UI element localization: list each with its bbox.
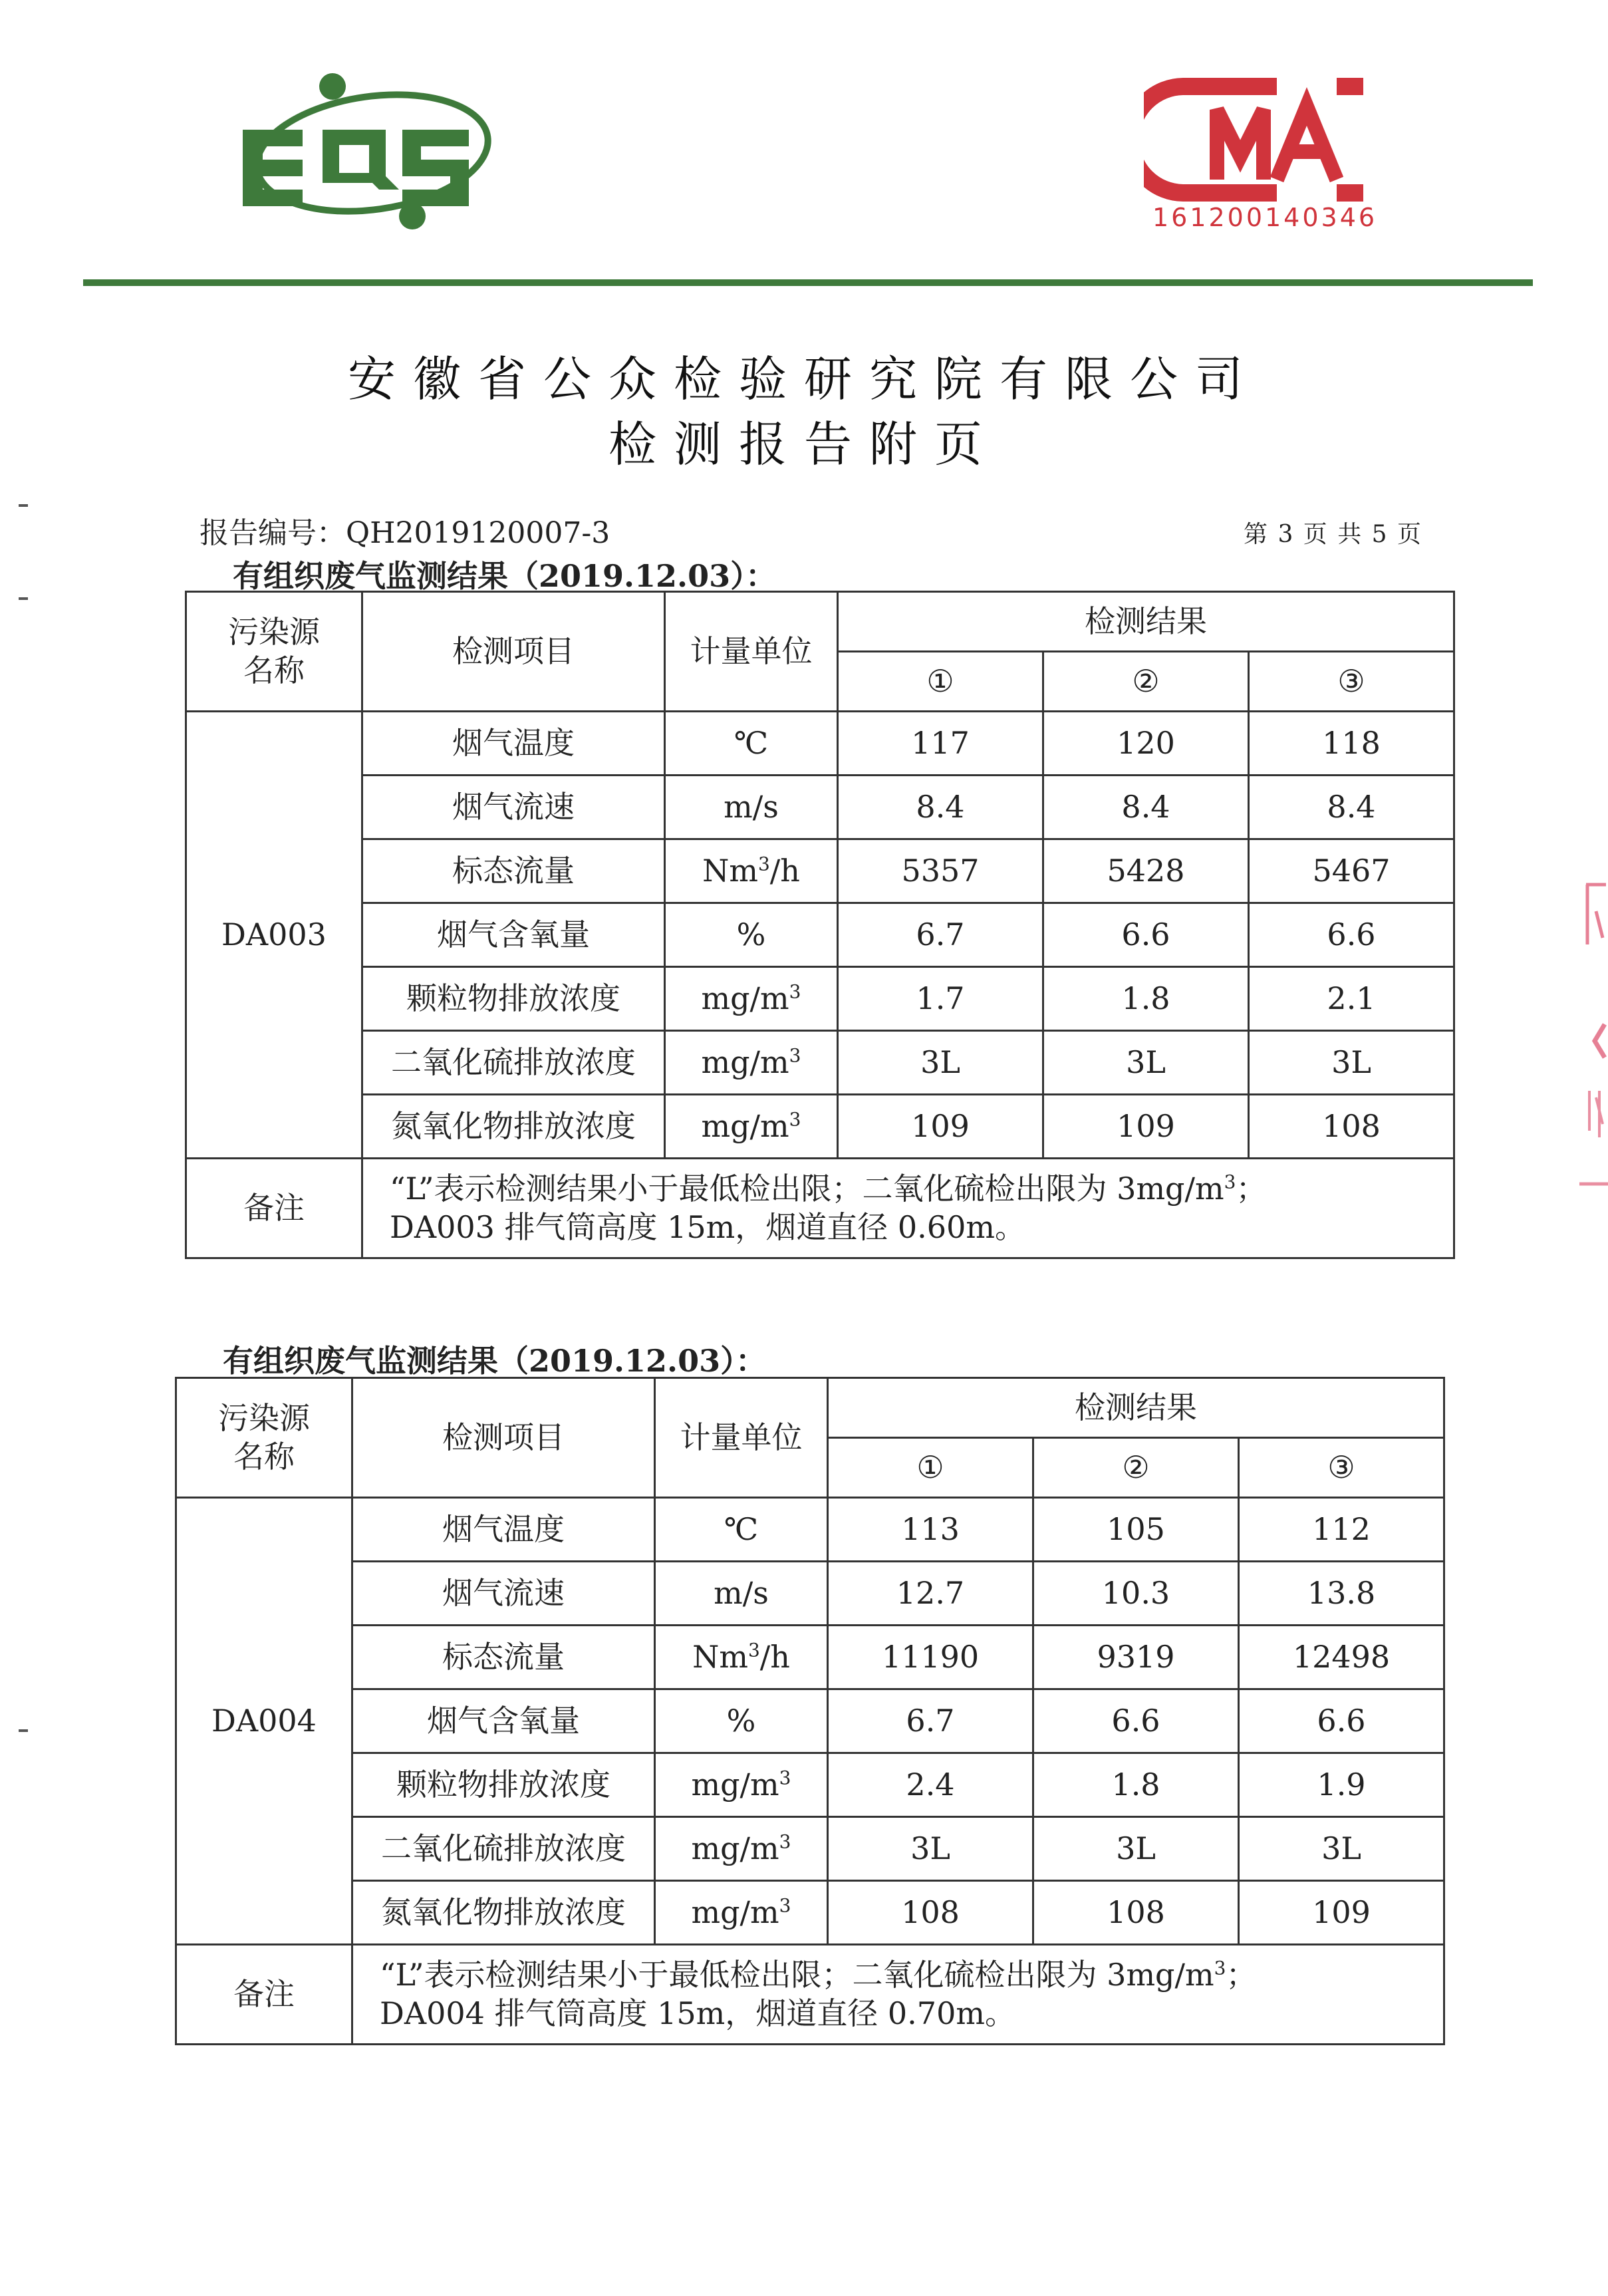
value-run-1: 117 bbox=[838, 712, 1043, 776]
report-number-label: 报告编号： bbox=[200, 516, 346, 550]
table-row bbox=[186, 967, 1454, 1031]
results-table bbox=[185, 591, 1455, 1259]
unit-superscript: 3 bbox=[779, 1767, 791, 1789]
section-title: 有组织废气监测结果（2019.12.03）： bbox=[233, 558, 777, 594]
table-row bbox=[186, 776, 1454, 839]
cma-logo-icon bbox=[1144, 73, 1377, 206]
page-indicator: 第 3 页 共 5 页 bbox=[1244, 521, 1423, 548]
note-superscript: 3 bbox=[1214, 1957, 1226, 1979]
value-run-1: 1.7 bbox=[838, 967, 1043, 1031]
item-name: 颗粒物排放浓度 bbox=[352, 1753, 655, 1817]
table-row bbox=[176, 1817, 1444, 1881]
value-run-2: 3L bbox=[1033, 1817, 1239, 1881]
item-name: 烟气流速 bbox=[352, 1562, 655, 1626]
value-run-2: 1.8 bbox=[1033, 1753, 1239, 1817]
unit bbox=[665, 839, 838, 903]
value-run-2: 10.3 bbox=[1033, 1562, 1239, 1626]
note-label: 备注 bbox=[176, 1945, 352, 2045]
source-name: DA003 bbox=[186, 712, 362, 1159]
note-label: 备注 bbox=[186, 1159, 362, 1258]
note-line-2: DA003 排气筒高度 15m，烟道直径 0.60m。 bbox=[390, 1209, 1025, 1245]
value-run-1: 6.7 bbox=[838, 903, 1043, 967]
header-source: 污染源 名称 bbox=[186, 592, 362, 712]
value-run-3: 13.8 bbox=[1239, 1562, 1444, 1626]
unit-superscript: 3 bbox=[757, 853, 770, 875]
header-unit: 计量单位 bbox=[655, 1378, 828, 1498]
header-run-3: ③ bbox=[1239, 1438, 1444, 1498]
value-run-3: 3L bbox=[1239, 1817, 1444, 1881]
note-line-1-text: “L”表示检测结果小于最低检出限；二氧化硫检出限为 3mg/m bbox=[380, 1957, 1214, 1993]
item-name: 二氧化硫排放浓度 bbox=[352, 1817, 655, 1881]
value-run-3: 3L bbox=[1249, 1031, 1454, 1095]
value-run-3: 2.1 bbox=[1249, 967, 1454, 1031]
item-name: 氮氧化物排放浓度 bbox=[362, 1095, 665, 1159]
table-row bbox=[186, 839, 1454, 903]
value-run-2: 109 bbox=[1043, 1095, 1249, 1159]
item-name: 标态流量 bbox=[352, 1626, 655, 1689]
unit bbox=[665, 967, 838, 1031]
item-name: 标态流量 bbox=[362, 839, 665, 903]
note-row bbox=[186, 1159, 1454, 1258]
value-run-3: 12498 bbox=[1239, 1626, 1444, 1689]
note-line-2: DA004 排气筒高度 15m，烟道直径 0.70m。 bbox=[380, 1995, 1015, 2031]
note-line-1 bbox=[380, 1956, 1443, 1995]
value-run-1: 8.4 bbox=[838, 776, 1043, 839]
value-run-2: 3L bbox=[1043, 1031, 1249, 1095]
value-run-2: 1.8 bbox=[1043, 967, 1249, 1031]
cma-number: 161200140346 bbox=[1152, 203, 1378, 232]
item-name: 颗粒物排放浓度 bbox=[362, 967, 665, 1031]
note-line-1-end: ； bbox=[1226, 1957, 1257, 1993]
document-title: 检测报告附页 bbox=[608, 416, 1000, 472]
note-text bbox=[362, 1159, 1454, 1258]
unit-superscript: 3 bbox=[789, 1044, 801, 1067]
value-run-3: 8.4 bbox=[1249, 776, 1454, 839]
value-run-1: 113 bbox=[828, 1498, 1033, 1562]
header-results: 检测结果 bbox=[838, 592, 1454, 652]
header-run-3: ③ bbox=[1249, 652, 1454, 712]
value-run-3: 108 bbox=[1249, 1095, 1454, 1159]
unit-base: mg/m bbox=[691, 1894, 779, 1930]
table-row bbox=[186, 1031, 1454, 1095]
value-run-2: 9319 bbox=[1033, 1626, 1239, 1689]
unit-base: mg/m bbox=[691, 1830, 779, 1866]
value-run-3: 5467 bbox=[1249, 839, 1454, 903]
value-run-1: 108 bbox=[828, 1881, 1033, 1945]
value-run-3: 118 bbox=[1249, 712, 1454, 776]
table-row bbox=[176, 1562, 1444, 1626]
value-run-2: 105 bbox=[1033, 1498, 1239, 1562]
item-name: 烟气温度 bbox=[352, 1498, 655, 1562]
unit-base: mg/m bbox=[701, 1107, 789, 1144]
value-run-3: 6.6 bbox=[1249, 903, 1454, 967]
unit-base: mg/m bbox=[691, 1766, 779, 1802]
value-run-3: 1.9 bbox=[1239, 1753, 1444, 1817]
table-row bbox=[176, 1753, 1444, 1817]
item-name: 烟气温度 bbox=[362, 712, 665, 776]
table-row bbox=[176, 1881, 1444, 1945]
note-line-1 bbox=[390, 1170, 1453, 1209]
value-run-3: 109 bbox=[1239, 1881, 1444, 1945]
value-run-1: 11190 bbox=[828, 1626, 1033, 1689]
unit-tail: /h bbox=[769, 852, 800, 889]
header-unit: 计量单位 bbox=[665, 592, 838, 712]
note-line-1-text: “L”表示检测结果小于最低检出限；二氧化硫检出限为 3mg/m bbox=[390, 1171, 1224, 1207]
unit bbox=[655, 1881, 828, 1945]
unit-superscript: 3 bbox=[779, 1830, 791, 1853]
header-run-1: ① bbox=[828, 1438, 1033, 1498]
value-run-1: 5357 bbox=[838, 839, 1043, 903]
value-run-1: 109 bbox=[838, 1095, 1043, 1159]
note-superscript: 3 bbox=[1224, 1171, 1236, 1193]
note-row bbox=[176, 1945, 1444, 2045]
report-number bbox=[200, 509, 610, 551]
company-title: 安徽省公众检验研究院有限公司 bbox=[347, 351, 1260, 407]
header-item: 检测项目 bbox=[362, 592, 665, 712]
table-row bbox=[176, 1498, 1444, 1562]
value-run-2: 6.6 bbox=[1033, 1689, 1239, 1753]
header-run-2: ② bbox=[1033, 1438, 1239, 1498]
unit bbox=[655, 1817, 828, 1881]
value-run-2: 120 bbox=[1043, 712, 1249, 776]
table-row bbox=[186, 712, 1454, 776]
header-source: 污染源 名称 bbox=[176, 1378, 352, 1498]
value-run-2: 5428 bbox=[1043, 839, 1249, 903]
table-row bbox=[176, 1626, 1444, 1689]
value-run-1: 3L bbox=[838, 1031, 1043, 1095]
value-run-1: 6.7 bbox=[828, 1689, 1033, 1753]
unit-base: mg/m bbox=[701, 1044, 789, 1080]
header-run-2: ② bbox=[1043, 652, 1249, 712]
unit-superscript: 3 bbox=[789, 1108, 801, 1131]
value-run-1: 2.4 bbox=[828, 1753, 1033, 1817]
item-name: 氮氧化物排放浓度 bbox=[352, 1881, 655, 1945]
unit-superscript: 3 bbox=[747, 1639, 760, 1661]
unit-base: Nm bbox=[702, 852, 758, 889]
note-text bbox=[352, 1945, 1444, 2045]
unit bbox=[655, 1753, 828, 1817]
unit: ℃ bbox=[665, 712, 838, 776]
section-title: 有组织废气监测结果（2019.12.03）： bbox=[223, 1343, 767, 1379]
unit: ℃ bbox=[655, 1498, 828, 1562]
unit-tail: /h bbox=[759, 1638, 790, 1675]
results-table bbox=[175, 1377, 1445, 2045]
unit bbox=[655, 1626, 828, 1689]
value-run-2: 8.4 bbox=[1043, 776, 1249, 839]
unit bbox=[665, 1031, 838, 1095]
value-run-1: 12.7 bbox=[828, 1562, 1033, 1626]
seal-stamp-icon bbox=[1579, 871, 1608, 1191]
unit bbox=[665, 1095, 838, 1159]
report-number-value: QH2019120007-3 bbox=[346, 516, 610, 550]
value-run-2: 108 bbox=[1033, 1881, 1239, 1945]
unit-superscript: 3 bbox=[779, 1894, 791, 1917]
value-run-3: 6.6 bbox=[1239, 1689, 1444, 1753]
header-divider bbox=[83, 279, 1533, 286]
header-item: 检测项目 bbox=[352, 1378, 655, 1498]
scan-mark bbox=[19, 597, 28, 600]
unit: m/s bbox=[655, 1562, 828, 1626]
eqs-logo-icon bbox=[236, 67, 509, 233]
item-name: 二氧化硫排放浓度 bbox=[362, 1031, 665, 1095]
item-name: 烟气含氧量 bbox=[352, 1689, 655, 1753]
item-name: 烟气含氧量 bbox=[362, 903, 665, 967]
value-run-3: 112 bbox=[1239, 1498, 1444, 1562]
unit-base: mg/m bbox=[701, 980, 789, 1016]
item-name: 烟气流速 bbox=[362, 776, 665, 839]
table-row bbox=[186, 1095, 1454, 1159]
scan-mark bbox=[19, 1729, 28, 1732]
header-results: 检测结果 bbox=[828, 1378, 1444, 1438]
value-run-2: 6.6 bbox=[1043, 903, 1249, 967]
scan-mark bbox=[19, 504, 28, 507]
unit: % bbox=[665, 903, 838, 967]
unit: m/s bbox=[665, 776, 838, 839]
table-row bbox=[176, 1689, 1444, 1753]
note-line-1-end: ； bbox=[1236, 1171, 1267, 1207]
source-name: DA004 bbox=[176, 1498, 352, 1945]
unit: % bbox=[655, 1689, 828, 1753]
unit-base: Nm bbox=[692, 1638, 748, 1675]
table-row bbox=[186, 903, 1454, 967]
unit-superscript: 3 bbox=[789, 980, 801, 1003]
value-run-1: 3L bbox=[828, 1817, 1033, 1881]
header-run-1: ① bbox=[838, 652, 1043, 712]
